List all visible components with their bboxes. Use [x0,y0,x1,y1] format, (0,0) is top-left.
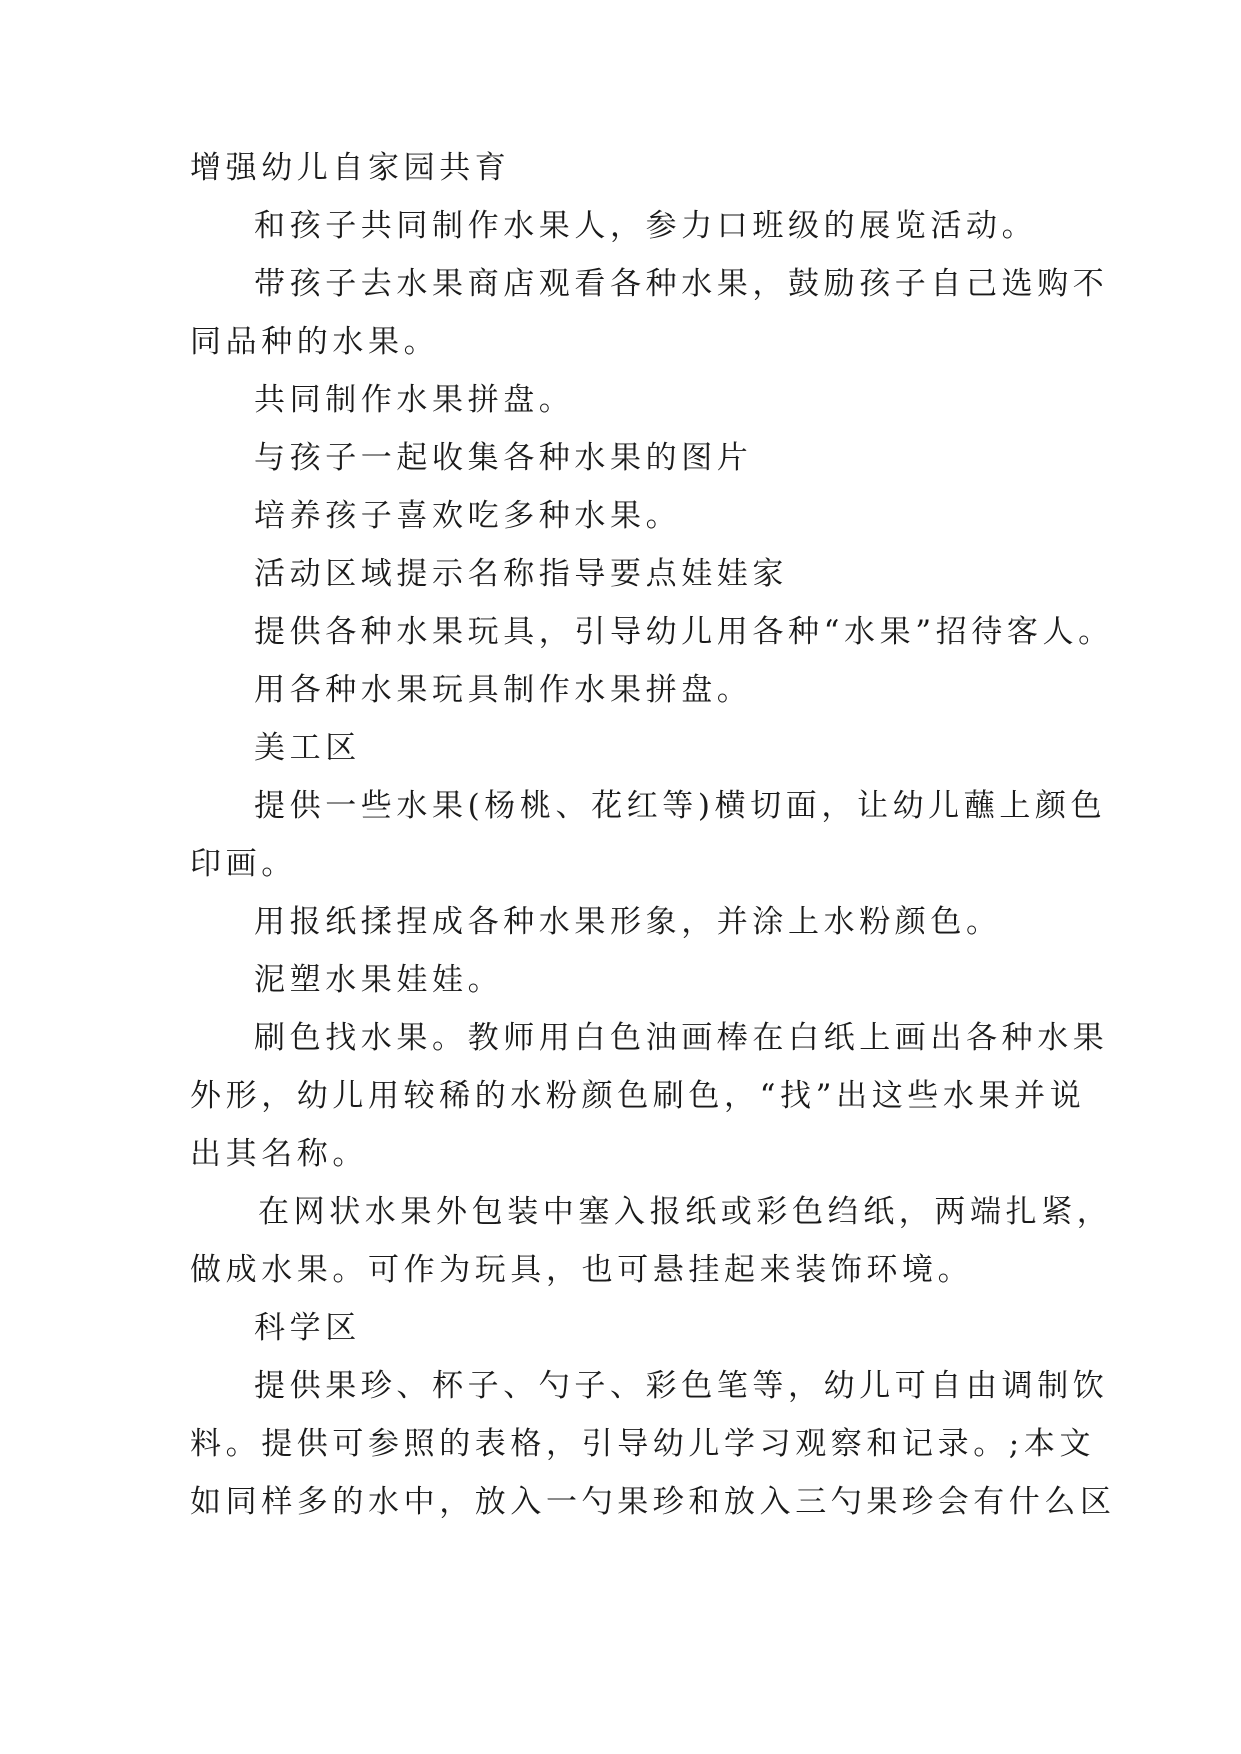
text-line: 带孩子去水果商店观看各种水果，鼓励孩子自己选购不 [254,266,1109,302]
text-line: 泥塑水果娃娃。 [254,962,504,998]
text-line: 用报纸揉捏成各种水果形象，并涂上水粉颜色。 [254,904,1002,940]
text-line: 做成水果。可作为玩具，也可悬挂起来装饰环境。 [190,1252,974,1288]
text-line: 提供一些水果(杨桃、花红等)横切面，让幼儿蘸上颜色 [254,788,1107,824]
text-line: 提供果珍、杯子、勺子、彩色笔等，幼儿可自由调制饮 [254,1368,1109,1404]
text-line: 提供各种水果玩具，引导幼儿用各种“水果”招待客人。 [254,614,1114,650]
text-line: 与孩子一起收集各种水果的图片 [254,440,753,476]
text-line: 同品种的水果。 [190,324,440,360]
text-line: 培养孩子喜欢吃多种水果。 [254,498,682,534]
text-line: 活动区域提示名称指导要点娃娃家 [254,556,788,592]
text-line: 出其名称。 [190,1136,368,1172]
text-line: 印画。 [190,846,297,882]
text-line-heading: 增强幼儿自家园共育 [190,150,511,186]
text-line: 用各种水果玩具制作水果拼盘。 [254,672,753,708]
text-line: 刷色找水果。教师用白色油画棒在白纸上画出各种水果 [254,1020,1109,1056]
section-heading-art-area: 美工区 [254,730,361,766]
text-line: 和孩子共同制作水果人，参力口班级的展览活动。 [254,208,1038,244]
text-line: 外形，幼儿用较稀的水粉颜色刷色，“找”出这些水果并说 [190,1078,1086,1114]
text-line: 在网状水果外包装中塞入报纸或彩色绉纸，两端扎紧， [258,1194,1113,1230]
text-line: 共同制作水果拼盘。 [254,382,575,418]
section-heading-science-area: 科学区 [254,1310,361,1346]
text-line: 如同样多的水中，放入一勺果珍和放入三勺果珍会有什么区 [190,1484,1116,1520]
text-line: 料。提供可参照的表格，引导幼儿学习观察和记录。;本文 [190,1426,1096,1462]
